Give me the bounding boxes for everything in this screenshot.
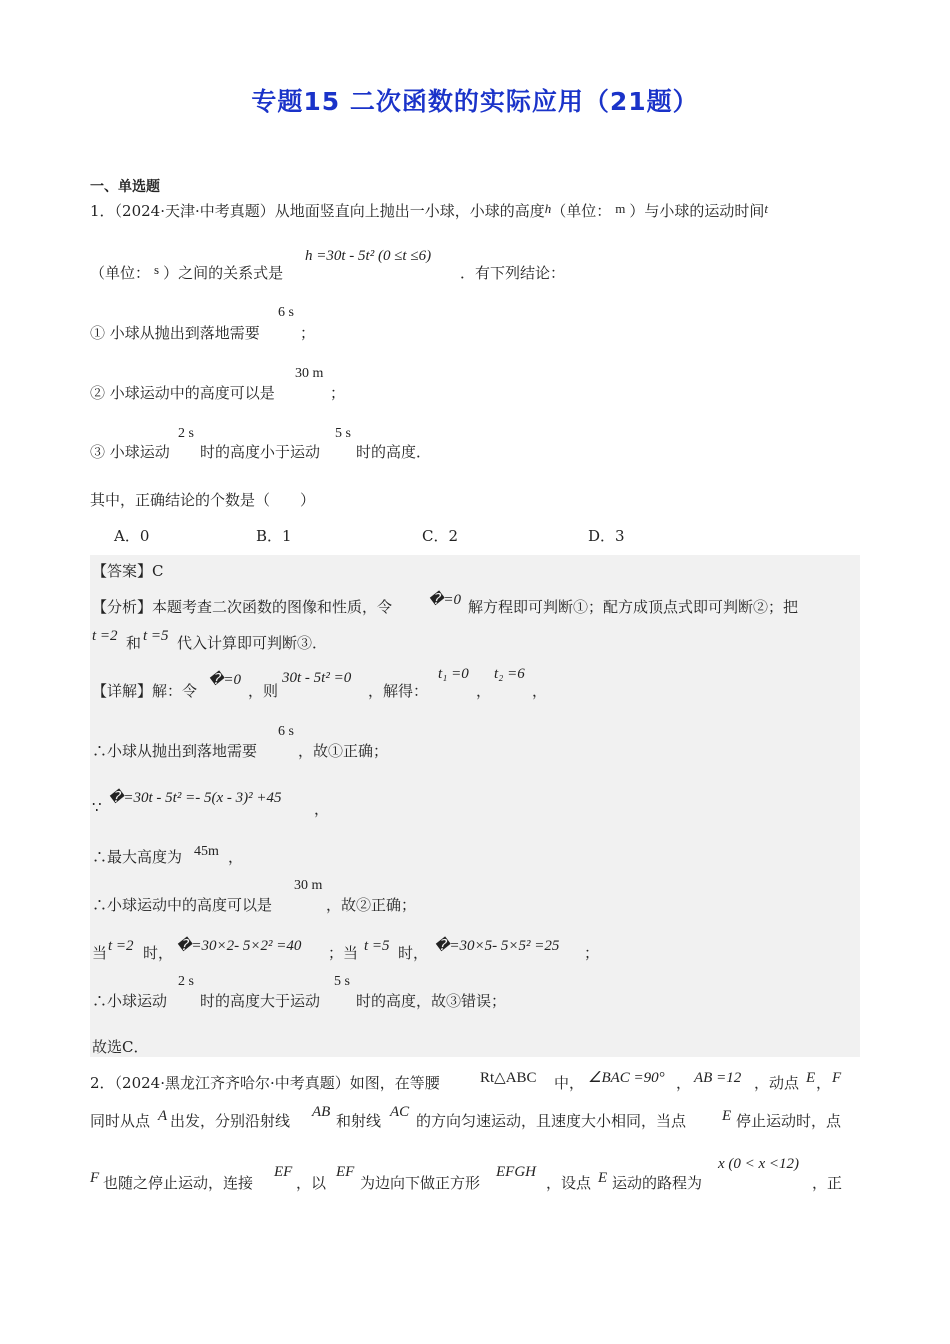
- q1-option-a: A．0: [114, 527, 150, 545]
- q2-x-range: x (0 < x <12): [718, 1156, 800, 1172]
- detail-line6-value1: 2 s: [178, 974, 194, 989]
- detail-t5-b: t =5: [364, 938, 390, 954]
- section-heading: 一、单选题: [90, 179, 160, 195]
- analysis-t2: t =2: [92, 628, 118, 644]
- detail-comma-4: ，: [228, 848, 244, 866]
- q2-point-e-2: E: [722, 1108, 732, 1124]
- q1-conclusion-1-value: 6 s: [278, 305, 294, 320]
- q1-stem-line1: [90, 200, 768, 221]
- q1-unit-label-2: （单位：: [90, 264, 151, 282]
- q2-line3-a: 也随之停止运动，连接: [103, 1174, 254, 1192]
- q2-point-e-3: E: [598, 1170, 608, 1186]
- detail-line1: ∴小球从抛出到落地需要: [92, 742, 258, 760]
- q1-option-d: D．3: [588, 527, 625, 545]
- q1-conclusion-2: ② 小球运动中的高度可以是: [90, 384, 275, 402]
- detail-t2: t₂ =6: [494, 666, 525, 682]
- detail-time-2: 时，: [398, 944, 429, 962]
- q1-option-c: C．2: [422, 527, 459, 545]
- q2-line2-c: 和射线: [336, 1112, 382, 1130]
- q2-ray-ac: AC: [390, 1104, 410, 1120]
- q1-conclusion-3-value2: 5 s: [335, 426, 351, 441]
- because-symbol: ∵: [92, 798, 102, 816]
- analysis-t5: t =5: [143, 628, 169, 644]
- q2-line2-a: 同时从点: [90, 1112, 151, 1130]
- q2-line1-e: ，: [816, 1074, 832, 1092]
- detail-line6-value2: 5 s: [334, 974, 350, 989]
- q1-var-h: h: [544, 201, 552, 216]
- q2-line2-e: 停止运动时，点: [736, 1112, 842, 1130]
- detail-then: ，则: [248, 682, 279, 700]
- detail-eq1: 30t - 5t² =0: [282, 670, 352, 686]
- q1-option-b: B．1: [256, 527, 292, 545]
- q2-point-f-2: F: [90, 1170, 100, 1186]
- q1-var-t: t: [764, 201, 769, 216]
- detail-line4-value: 30 m: [294, 878, 323, 893]
- detail-line4: ∴小球运动中的高度可以是: [92, 896, 273, 914]
- q2-angle: ∠BAC =90°: [588, 1070, 665, 1086]
- q2-point-a: A: [158, 1108, 168, 1124]
- analysis-eq: �=0: [428, 592, 462, 608]
- q1-question: 其中，正确结论的个数是（ ）: [90, 491, 316, 509]
- detail-comma-3: ，: [314, 800, 330, 818]
- detail-line6c: 时的高度，故③错误；: [356, 992, 507, 1010]
- q1-conclusion-3c: 时的高度．: [356, 443, 432, 461]
- q2-line1-d: ，动点: [754, 1074, 800, 1092]
- q2-line3-b: ，以: [296, 1174, 327, 1192]
- q1-stem-line2: [90, 262, 283, 283]
- q2-line1-a: 2．（2024·黑龙江齐齐哈尔·中考真题）如图，在等腰: [90, 1074, 440, 1092]
- q2-line3-d: ，设点: [546, 1174, 592, 1192]
- detail-calc-1: �=30×2- 5×2² =40: [176, 938, 302, 954]
- detail-line4-end: ，故②正确；: [326, 896, 417, 914]
- detail-comma-1: ，: [476, 682, 492, 700]
- q2-line2-d: 的方向匀速运动，且速度大小相同，当点: [416, 1112, 687, 1130]
- q1-semicolon-1: ；: [300, 324, 316, 342]
- analysis-and: 和: [126, 634, 142, 652]
- detail-comma-2: ，: [532, 682, 548, 700]
- detail-solve: ，解得：: [368, 682, 429, 700]
- q2-square: EFGH: [496, 1164, 536, 1180]
- q1-conclusion-3b: 时的高度小于运动: [200, 443, 321, 461]
- q2-segment-ef-2: EF: [336, 1164, 355, 1180]
- detail-vertex-eq: �=30t - 5t² =- 5(x - 3)² +45: [108, 790, 282, 806]
- detail-line1-end: ，故①正确；: [298, 742, 389, 760]
- detail-eq0: �=0: [208, 672, 242, 688]
- detail-semicolon: ；: [584, 944, 600, 962]
- q2-line2-b: 出发，分别沿射线: [170, 1112, 291, 1130]
- detail-when-2: ；当: [328, 944, 359, 962]
- detail-calc-2: �=30×5- 5×5² =25: [434, 938, 560, 954]
- q2-ab: AB =12: [694, 1070, 742, 1086]
- q2-line1-b: 中，: [554, 1074, 585, 1092]
- q2-line1-c: ，: [676, 1074, 692, 1092]
- detail-text-a: 【详解】解：令: [92, 682, 198, 700]
- q2-line3-e: 运动的路程为: [612, 1174, 703, 1192]
- detail-final: 故选C．: [92, 1038, 149, 1056]
- q1-unit-m: m: [615, 201, 626, 216]
- q1-unit-post: ）与小球的运动时间: [629, 202, 765, 220]
- detail-line3: ∴最大高度为: [92, 848, 183, 866]
- q1-conclusion-3-value1: 2 s: [178, 426, 194, 441]
- q2-segment-ef: EF: [274, 1164, 293, 1180]
- detail-line1-value: 6 s: [278, 724, 294, 739]
- q2-triangle: Rt△ABC: [480, 1070, 537, 1086]
- detail-when-1: 当: [92, 944, 108, 962]
- q1-conclusion-2-value: 30 m: [295, 366, 324, 381]
- q2-ray-ab: AB: [312, 1104, 331, 1120]
- analysis-text-a: 【分析】本题考查二次函数的图像和性质，令: [92, 598, 393, 616]
- q1-semicolon-2: ；: [330, 384, 346, 402]
- q2-point-e: E: [806, 1070, 816, 1086]
- analysis-text-c: 代入计算即可判断③．: [177, 634, 328, 652]
- detail-t1: t₁ =0: [438, 666, 469, 682]
- q1-unit-label: （单位：: [551, 202, 612, 220]
- q1-unit-s: s: [154, 262, 160, 277]
- q1-conclusion-1: ① 小球从抛出到落地需要: [90, 324, 260, 342]
- detail-line3-value: 45m: [194, 844, 219, 859]
- q2-line3-f: ，正: [812, 1174, 843, 1192]
- analysis-text-b: 解方程即可判断①；配方成顶点式即可判断②；把: [468, 598, 799, 616]
- q1-formula: h =30t - 5t² (0 ≤t ≤6): [305, 248, 432, 264]
- q2-point-f: F: [832, 1070, 842, 1086]
- q1-conclusion-3a: ③ 小球运动: [90, 443, 170, 461]
- q2-line3-c: 为边向下做正方形: [360, 1174, 481, 1192]
- q1-conclusions-intro: ．有下列结论：: [460, 264, 566, 282]
- detail-line6a: ∴小球运动: [92, 992, 168, 1010]
- q1-stem-text: 1．（2024·天津·中考真题）从地面竖直向上抛出一小球，小球的高度: [90, 202, 545, 220]
- q1-relation-text: ）之间的关系式是: [163, 264, 284, 282]
- answer-line: 【答案】C: [92, 562, 164, 580]
- detail-time-1: 时，: [143, 944, 174, 962]
- page-title: 专题15 二次函数的实际应用（21题）: [251, 87, 699, 116]
- detail-line6b: 时的高度大于运动: [200, 992, 321, 1010]
- detail-t2-b: t =2: [108, 938, 134, 954]
